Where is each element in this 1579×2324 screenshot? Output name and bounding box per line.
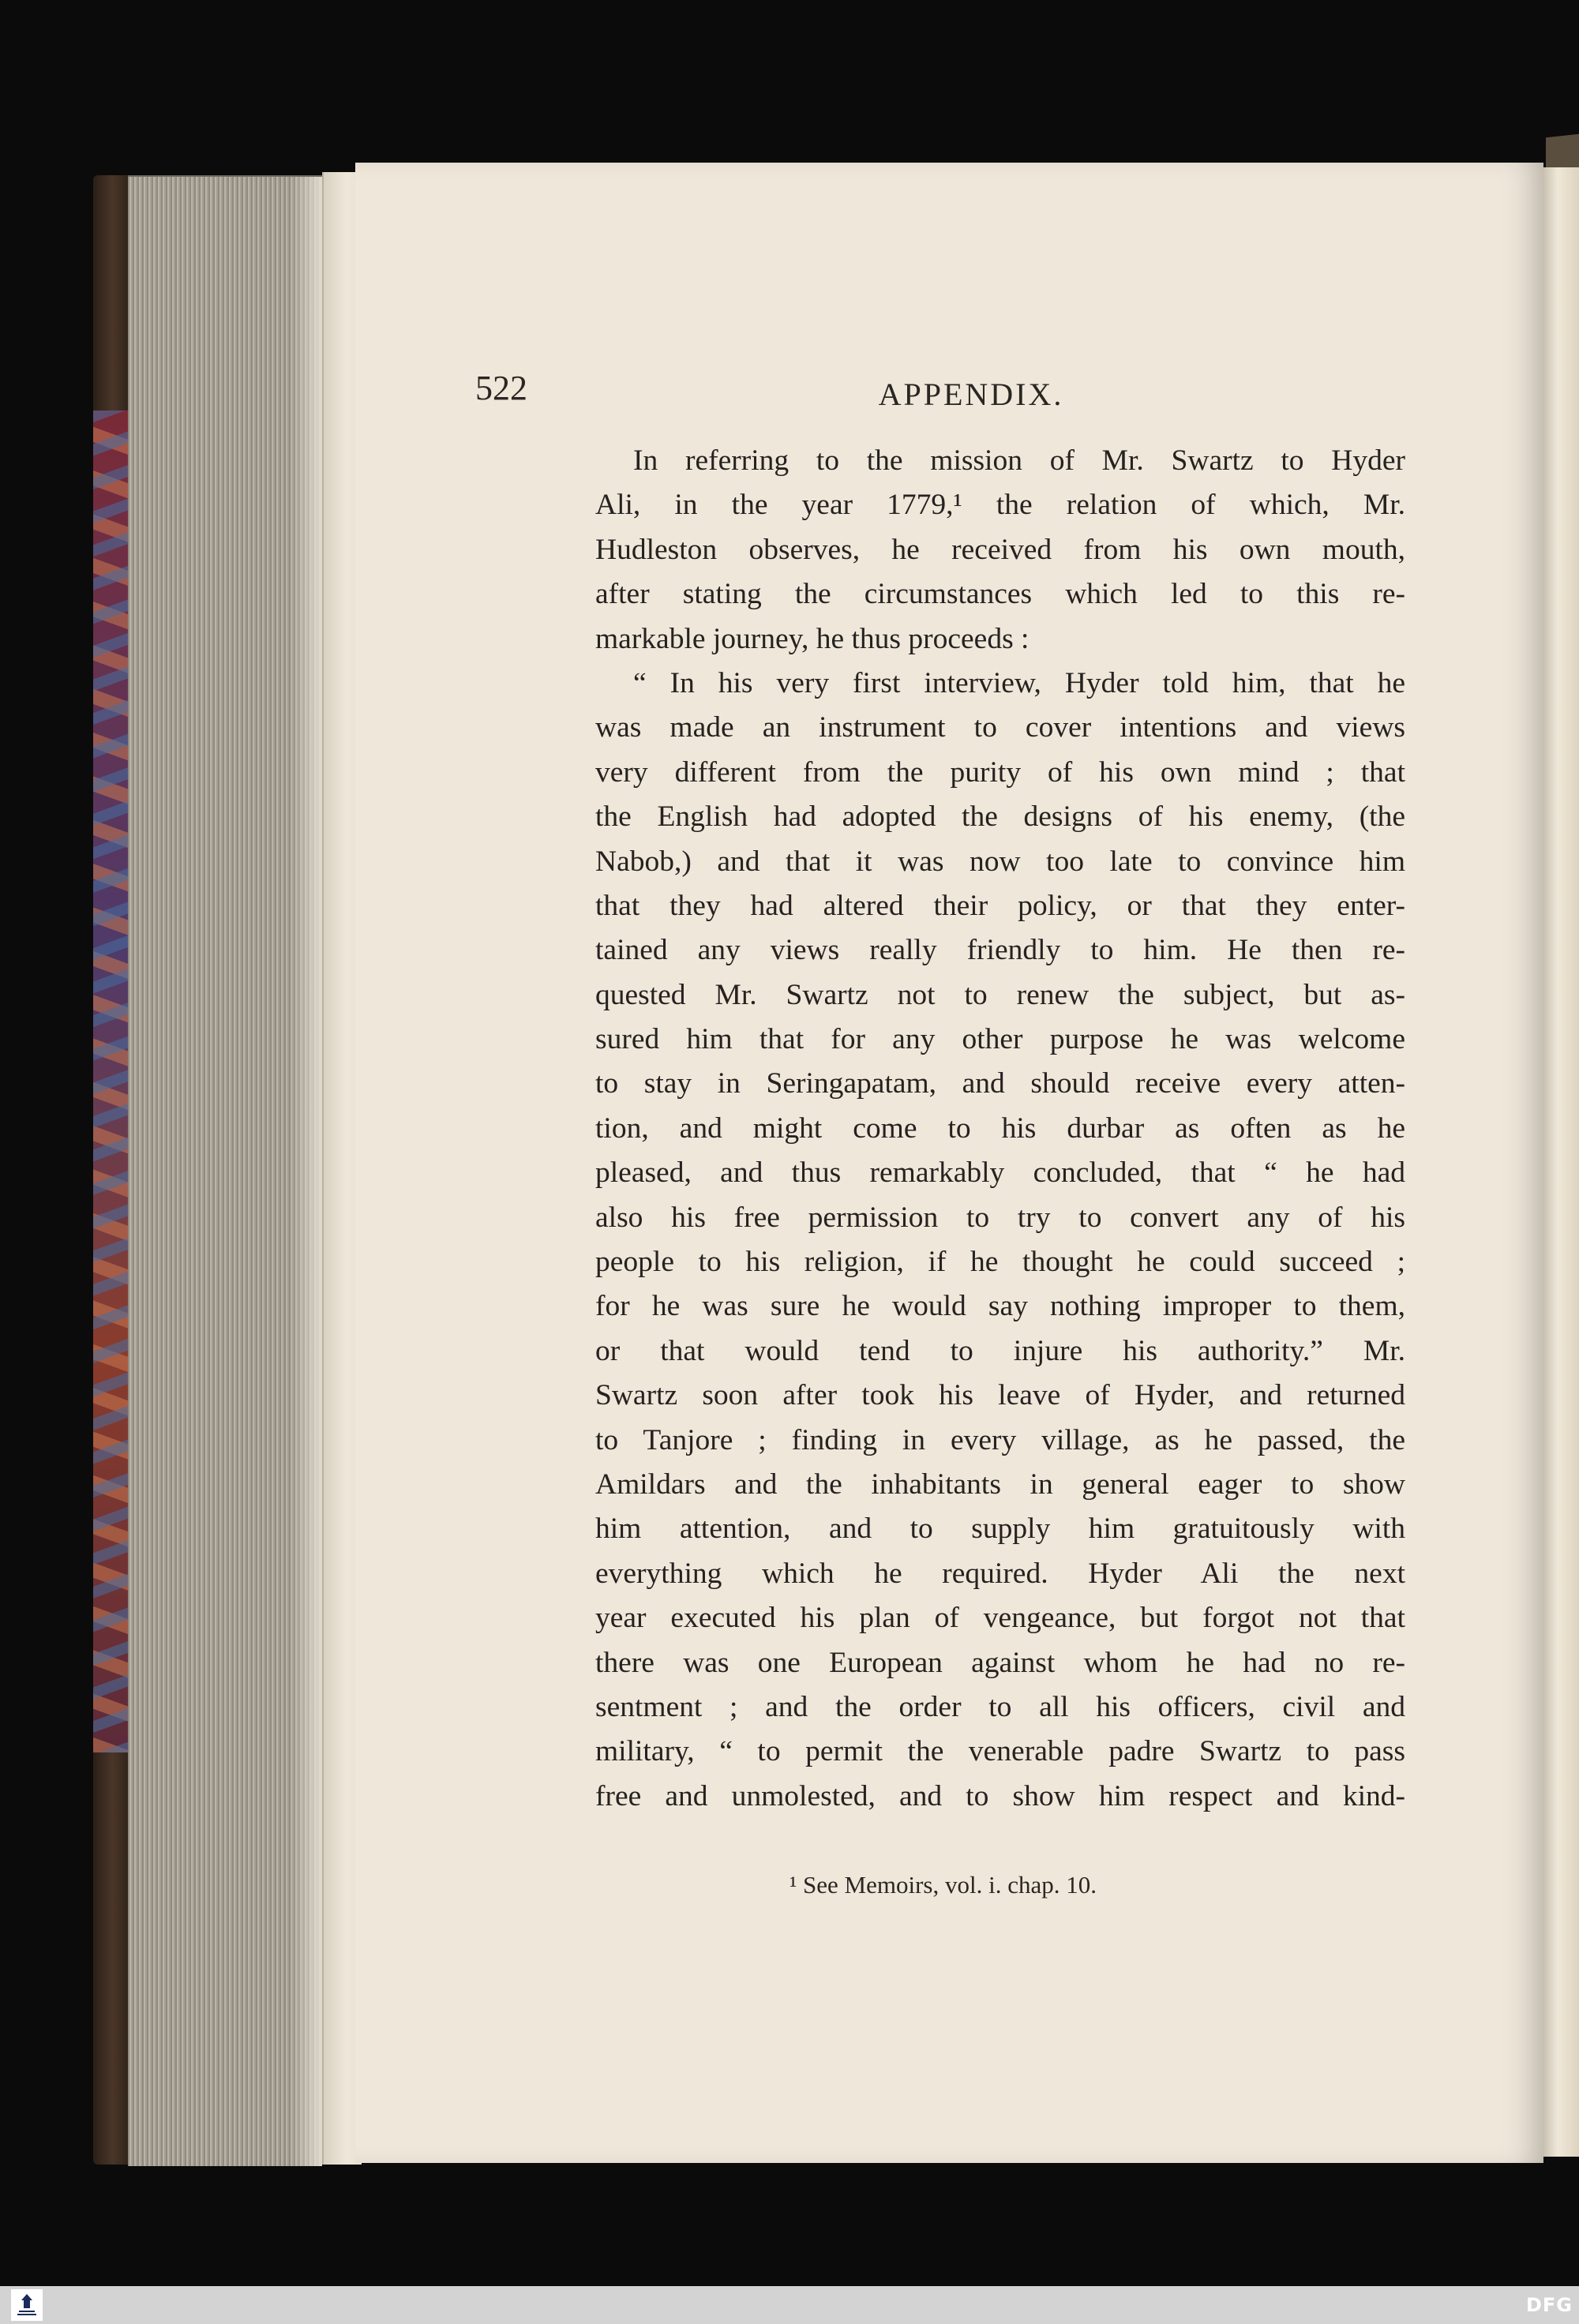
text-line: everything which he required. Hyder Ali the next	[595, 1557, 1405, 1590]
text-line: was made an instrument to cover intentions and views	[595, 711, 1405, 744]
text-line: that they had altered their policy, or that they enter-	[595, 889, 1405, 922]
text-line: Ali, in the year 1779,¹ the relation of which, Mr.	[595, 489, 1405, 522]
text-line: year executed his plan of vengeance, but forgot not that	[595, 1602, 1405, 1635]
text-line: people to his religion, if he thought he could succeed ;	[595, 1246, 1405, 1279]
text-line: Hudleston observes, he received from his own mouth,	[595, 533, 1405, 566]
text-line: the English had adopted the designs of his enemy, (the	[595, 800, 1405, 834]
text-line: tained any views really friendly to him. He then re-	[595, 934, 1405, 967]
text-line: there was one European against whom he had no re-	[595, 1646, 1405, 1679]
text-line: free and unmolested, and to show him respect and kind-	[595, 1779, 1405, 1812]
page-edges-stack	[128, 175, 322, 2166]
text-line: Nabob,) and that it was now too late to convince him	[595, 845, 1405, 878]
text-line: Swartz soon after took his leave of Hyder, and returned	[595, 1379, 1405, 1412]
text-line: him attention, and to supply him gratuitously with	[595, 1512, 1405, 1546]
text-line: also his free permission to try to convert any of his	[595, 1201, 1405, 1234]
text-line: to Tanjore ; finding in every village, as he passed, the	[595, 1423, 1405, 1456]
text-line: or that would tend to injure his authority.” Mr.	[595, 1334, 1405, 1367]
text-line: to stay in Seringapatam, and should receive every atten-	[595, 1067, 1405, 1100]
page-number: 522	[475, 369, 527, 407]
footnote: ¹ See Memoirs, vol. i. chap. 10.	[790, 1871, 1097, 1899]
running-title: APPENDIX.	[878, 377, 1064, 412]
library-logo-icon	[11, 2289, 43, 2321]
text-line: quested Mr. Swartz not to renew the subject, but as-	[595, 978, 1405, 1011]
text-line: Amildars and the inhabitants in general eager to show	[595, 1467, 1405, 1501]
text-line: military, “ to permit the venerable padre Swartz to pass	[595, 1735, 1405, 1768]
facing-page-edge	[1543, 167, 1579, 2157]
body-text	[595, 439, 1405, 1819]
viewer-footer-bar	[0, 2286, 1579, 2324]
text-line: sured him that for any other purpose he was welcome	[595, 1023, 1405, 1056]
text-line: pleased, and thus remarkably concluded, that “ he had	[595, 1156, 1405, 1190]
text-line: “ In his very first interview, Hyder told him, that he	[633, 666, 1405, 699]
text-line: In referring to the mission of Mr. Swartz to Hyder	[633, 444, 1405, 477]
text-line: very different from the purity of his own mind ; that	[595, 755, 1405, 789]
dfg-logo: DFG	[1525, 2294, 1573, 2316]
text-line: tion, and might come to his durbar as often as he	[595, 1111, 1405, 1145]
text-line: sentment ; and the order to all his officers, civil and	[595, 1690, 1405, 1723]
text-line: for he was sure he would say nothing improper to them,	[595, 1290, 1405, 1323]
text-line: after stating the circumstances which led to this re-	[595, 578, 1405, 611]
text-line: markable journey, he thus proceeds :	[595, 622, 1030, 655]
